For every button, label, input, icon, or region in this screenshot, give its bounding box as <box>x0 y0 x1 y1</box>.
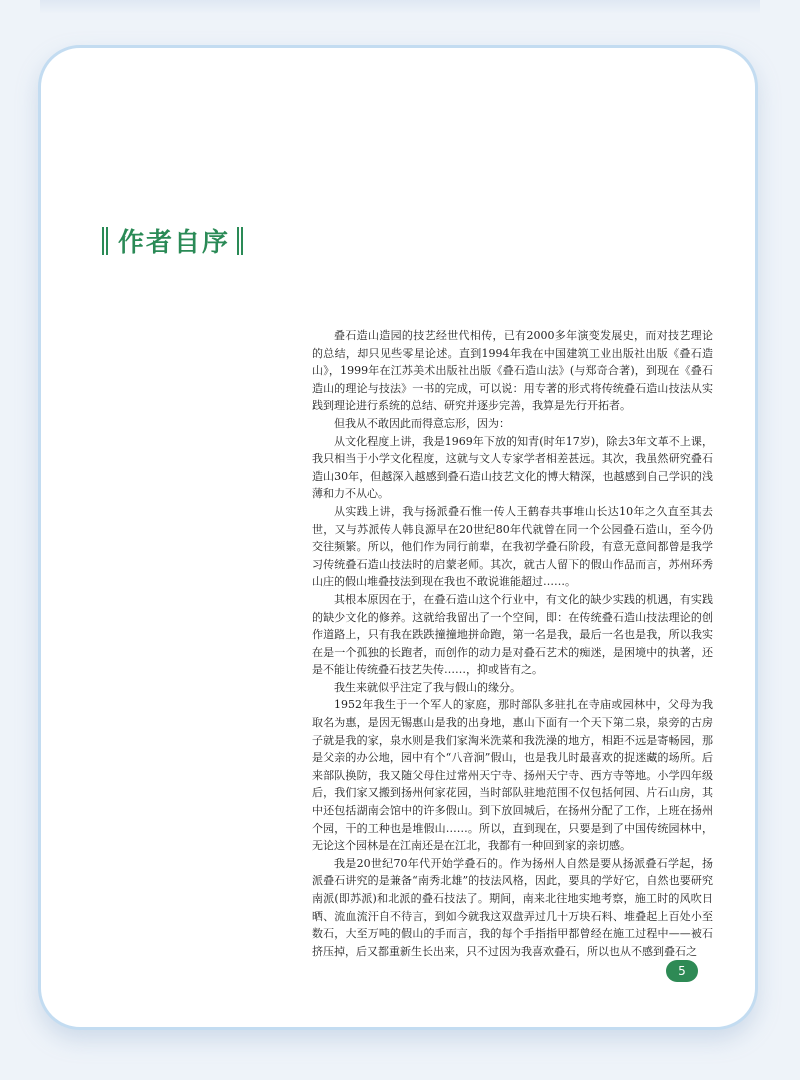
page-number: 5 <box>678 964 686 978</box>
paragraph: 叠石造山造园的技艺经世代相传，已有2000多年演变发展史，而对技艺理论的总结，却只见些零星论述。直到1994年我在中国建筑工业出版社出版《叠石造山》，1999年在江苏美术出版社出版《叠石造山法》(与郑奇合著)，到现在《叠石造山的理论与技法》一书的完成，可以说：用专著的形式将传统叠石造山技法从实践到理论进行系统的总结、研究并逐步完善，我算是先行开拓者。 <box>312 329 713 413</box>
heading-right-double-bar <box>236 227 245 255</box>
heading-text: 作者自序 <box>118 228 231 258</box>
heading-left-double-bar <box>101 227 110 255</box>
paragraph: 其根本原因在于，在叠石造山这个行业中，有文化的缺少实践的机遇，有实践的缺少文化的修养。这就给我留出了一个空间，即：在传统叠石造山技法理论的创作道路上，只有我在跌跌撞撞地拼命跑，第一名是我，最后一名也是我，所以我实在是一个孤独的长跑者，而创作的动力是对叠石艺术的痴迷，是困境中的执著，还是不能让传统叠石技艺失传……，抑或皆有之。 <box>312 592 713 677</box>
paragraph: 从实践上讲，我与扬派叠石惟一传人王鹤春共事堆山长达10年之久直至其去世，又与苏派传人韩良源早在20世纪80年代就曾在同一个公园叠石造山，至今仍交往频繁。所以，他们作为同行前辈，在我初学叠石阶段，有意无意间都曾是我学习传统叠石造山技法时的启蒙老师。其次，就古人留下的假山作品而言，苏州环秀山庄的假山堆叠技法到现在我也不敢说谁能超过……。 <box>312 504 713 589</box>
paragraph: 1952年我生于一个军人的家庭，那时部队多驻扎在寺庙或园林中，父母为我取名为惠，是因无锡惠山是我的出身地，惠山下面有一个天下第二泉，泉旁的古房子就是我的家，泉水则是我们家淘米洗菜和我洗澡的地方，相距不远是寄畅园，那是父亲的办公地，园中有个“八音涧”假山，也是我儿时最喜欢的捉迷藏的场所。后来部队换防，我又随父母住过常州天宁寺、扬州天宁寺、西方寺等地。小学四年级后，我们家又搬到扬州何家花园，当时部队驻地范围不仅包括何园、片石山房，其中还包括湖南会馆中的许多假山。到下放回城后，在扬州分配了工作，上班在扬州个园，干的工种也是堆假山……。所以，直到现在，只要是到了中国传统园林中，无论这个园林是在江南还是在江北，我都有一种回到家的亲切感。 <box>312 698 713 853</box>
chapter-heading <box>101 222 245 259</box>
page-number-badge <box>666 960 698 982</box>
paragraph: 我是20世纪70年代开始学叠石的。作为扬州人自然是要从扬派叠石学起，扬派叠石讲究的是兼备“南秀北雄”的技法风格，因此，要具的学好它，自然也要研究南派(即苏派)和北派的叠石技法了。期间，南来北往地实地考察，施工时的风吹日晒、流血流汗自不待言，到如今就我这双盘弄过几十万块石料、堆叠起上百处小至数石，大至万吨的假山的手而言，我的每个手指指甲都曾经在施工过程中——被石挤压掉，后又都重新生长出来，只不过因为我喜欢叠石，所以也从不感到叠石之 <box>312 856 713 958</box>
preface-body <box>312 327 713 960</box>
top-edge-glow <box>40 0 760 14</box>
paragraph: 从文化程度上讲，我是1969年下放的知青(时年17岁)，除去3年文革不上课，我只相当于小学文化程度，这就与文人专家学者相差甚远。其次，我虽然研究叠石造山30年，但越深入越感到叠石造山技艺文化的博大精深，也越感到自己学识的浅薄和力不从心。 <box>312 434 713 501</box>
paragraph: 我生来就似乎注定了我与假山的缘分。 <box>334 680 521 694</box>
paragraph: 但我从不敢因此而得意忘形，因为： <box>334 416 510 430</box>
